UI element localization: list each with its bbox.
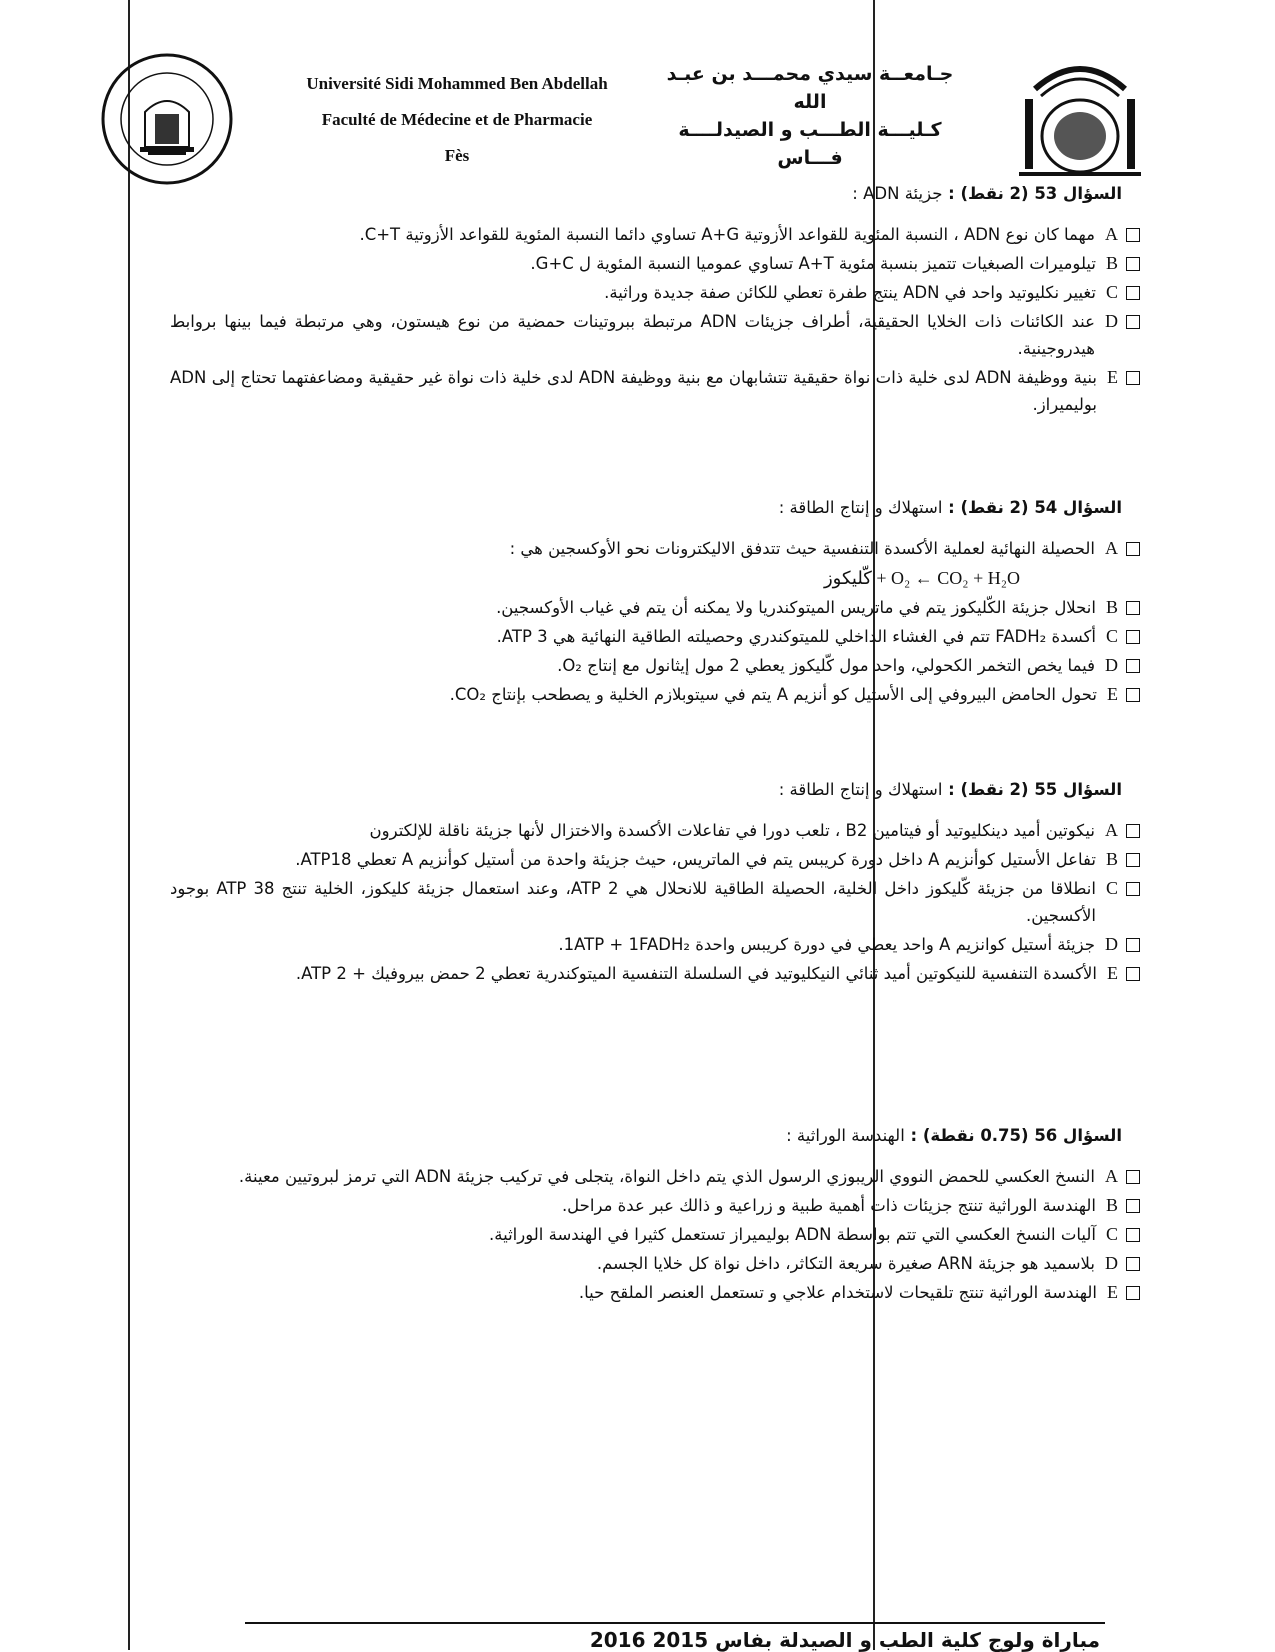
question-topic: جزيئة ADN : [852,184,943,203]
option-text: الهندسة الوراثية تنتج تلقيحات لاستخدام علاجي و تستعمل العنصر الملقح حيا. [578,1283,1097,1302]
checkbox[interactable] [1126,967,1140,981]
question-53 [170,184,1140,420]
question-number: السؤال 56 (0.75 نقطة) : [910,1126,1122,1145]
option-letter: E [1107,684,1118,704]
university-name-arabic: جـامعــة سيدي محمـــد بن عبـد الله [666,63,954,113]
question-56 [170,1126,1140,1308]
option-letter: D [1105,655,1118,675]
option-a[interactable] [170,221,1140,248]
option-c[interactable] [170,279,1140,306]
option-letter: B [1105,253,1118,273]
checkbox[interactable] [1126,228,1140,242]
option-letter: A [1105,1166,1118,1186]
university-name: Université Sidi Mohammed Ben Abdellah [306,74,608,93]
option-text: مهما كان نوع ADN ، النسبة المئوية للقواعد الأزوتية A+G تساوي دائما النسبة المئوية للقواعد الأزوتية C+T. [359,225,1095,244]
checkbox[interactable] [1126,601,1140,615]
option-letter: C [1105,1224,1118,1244]
option-text: انطلاقا من جزيئة كّليكوز داخل الخلية، الحصيلة الطاقية للانحلال هي ATP 2، وعند استعمال جزيئة كليكوز، الخلية تنتج ATP 38 بوجود الأكسجين. [170,879,1096,925]
checkbox[interactable] [1126,1170,1140,1184]
option-e[interactable] [170,364,1140,418]
option-c[interactable] [170,875,1140,929]
checkbox[interactable] [1126,824,1140,838]
checkbox[interactable] [1126,286,1140,300]
option-letter: C [1105,282,1118,302]
checkbox[interactable] [1126,315,1140,329]
footer-divider [245,1622,1105,1624]
option-text: آليات النسخ العكسي التي تتم بواسطة ADN بوليميراز تستعمل كثيرا في الهندسة الوراثية. [489,1225,1096,1244]
option-text: تحول الحامض البيروفي إلى الأستيل كو أنزيم A يتم في سيتوبلازم الخلية و يصطحب بإنتاج CO₂. [449,685,1097,704]
option-b[interactable] [170,1192,1140,1219]
question-title [170,498,1140,517]
question-topic: استهلاك و إنتاج الطاقة : [778,498,943,517]
checkbox[interactable] [1126,1199,1140,1213]
university-header-arabic [660,60,960,172]
option-text: بنية ووظيفة ADN لدى خلية ذات نواة حقيقية تتشابهان مع بنية ووظيفة ADN لدى خلية ذات نواة غير حقيقية ومضاعفتهما تحتاج إلى ADN بوليميراز. [170,368,1097,414]
option-text: تفاعل الأستيل كوأنزيم A داخل دورة كريبس يتم في الماتريس، حيث جزيئة واحدة من أستيل كوأنزيم A تعطي ATP18. [295,850,1096,869]
checkbox[interactable] [1126,853,1140,867]
university-header-latin [262,66,652,174]
option-a[interactable] [170,817,1140,844]
question-number: السؤال 53 (2 نقط) : [948,184,1122,203]
option-letter: D [1105,311,1118,331]
checkbox[interactable] [1126,659,1140,673]
question-number: السؤال 54 (2 نقط) : [948,498,1122,517]
option-text: نيكوتين أميد دينكليوتيد أو فيتامين B2 ، تلعب دورا في تفاعلات الأكسدة والاختزال لأنها جزيئة ناقلة للإلكترون [369,821,1095,840]
option-d[interactable] [170,652,1140,679]
option-letter: E [1107,367,1118,387]
scan-vertical-line-left [128,0,130,1650]
option-text: جزيئة أستيل كوانزيم A واحد يعطي في دورة كريبس واحدة 1ATP + 1FADH₂. [558,935,1095,954]
option-a[interactable] [170,1163,1140,1190]
university-emblem-logo [1005,44,1155,194]
option-b[interactable] [170,846,1140,873]
checkbox[interactable] [1126,257,1140,271]
question-55 [170,780,1140,989]
option-c[interactable] [170,1221,1140,1248]
question-title [170,1126,1140,1145]
checkbox[interactable] [1126,1257,1140,1271]
option-text: انحلال جزيئة الكّليكوز يتم في ماتريس الميتوكندريا ولا يمكنه أن يتم في غياب الأوكسجين. [496,598,1096,617]
faculty-name-arabic: كـليـــة الطـــب و الصيدلــــة [678,119,942,141]
question-title [170,184,1140,203]
option-letter: C [1105,626,1118,646]
option-text: الهندسة الوراثية تنتج جزيئات ذات أهمية طبية و زراعية و ذالك عبر عدة مراحل. [561,1196,1096,1215]
option-e[interactable] [170,1279,1140,1306]
option-a[interactable] [170,535,1140,562]
option-text: بلاسميد هو جزيئة ARN صغيرة سريعة التكاثر، داخل نواة كل خلايا الجسم. [596,1254,1095,1273]
option-letter: A [1105,820,1118,840]
option-letter: B [1105,597,1118,617]
option-text: تغيير نكليوتيد واحد في ADN ينتج طفرة تعطي للكائن صفة جديدة وراثية. [604,283,1096,302]
option-text: أكسدة FADH₂ تتم في الغشاء الداخلي للميتوكندري وحصيلته الطاقية النهائية هي ATP 3. [496,627,1096,646]
checkbox[interactable] [1126,630,1140,644]
option-letter: D [1105,934,1118,954]
city-name: Fès [444,146,470,165]
checkbox[interactable] [1126,688,1140,702]
option-e[interactable] [170,960,1140,987]
footer-exam-title: مباراة ولوج كلية الطب و الصيدلة بفاس 2015 2016 [589,1628,1100,1652]
checkbox[interactable] [1126,938,1140,952]
option-letter: D [1105,1253,1118,1273]
faculty-seal-logo [100,52,234,186]
option-text: الحصيلة النهائية لعملية الأكسدة التنفسية حيث تتدفق الاليكترونات نحو الأوكسجين هي : [509,539,1095,558]
checkbox[interactable] [1126,542,1140,556]
option-letter: B [1105,849,1118,869]
option-letter: B [1105,1195,1118,1215]
question-topic: الهندسة الوراثية : [786,1126,905,1145]
checkbox[interactable] [1126,1228,1140,1242]
question-54 [170,498,1140,710]
checkbox[interactable] [1126,371,1140,385]
option-b[interactable] [170,594,1140,621]
option-letter: E [1107,1282,1118,1302]
option-e[interactable] [170,681,1140,708]
option-d[interactable] [170,931,1140,958]
option-d[interactable] [170,1250,1140,1277]
option-d[interactable] [170,308,1140,362]
question-title [170,780,1140,799]
option-letter: E [1107,963,1118,983]
option-text: عند الكائنات ذات الخلايا الحقيقية، أطراف جزيئات ADN مرتبطة ببروتينات حمضية من نوع هيستون، وهي مرتبطة فيما بينها بروابط هيدروجينية. [170,312,1095,358]
city-name-arabic: فـــاس [777,147,843,169]
option-text: النسخ العكسي للحمض النووي الريبوزي الرسول الذي يتم داخل النواة، يتجلى في تركيب جزيئة ADN التي ترمز لبروتيين معينة. [238,1167,1095,1186]
question-number: السؤال 55 (2 نقط) : [948,780,1122,799]
option-b[interactable] [170,250,1140,277]
checkbox[interactable] [1126,882,1140,896]
option-text: الأكسدة التنفسية للنيكوتين أميد ثنائي النيكليوتيد في السلسلة التنفسية الميتوكندرية تعطي 2 حمض بيروفيك + 2 ATP. [295,964,1097,983]
question-topic: استهلاك و إنتاج الطاقة : [778,780,943,799]
option-text: فيما يخص التخمر الكحولي، واحد مول كّليكوز يعطي 2 مول إيثانول مع إنتاج O₂. [557,656,1095,675]
option-letter: A [1105,538,1118,558]
option-letter: A [1105,224,1118,244]
option-c[interactable] [170,623,1140,650]
reaction-formula: كّليكوز + O₂ ← CO₂ + H₂O [823,568,1020,588]
option-text: تيلوميرات الصبغيات تتميز بنسبة مئوية A+T تساوي عموميا النسبة المئوية ل G+C. [530,254,1096,273]
faculty-name: Faculté de Médecine et de Pharmacie [321,110,593,129]
checkbox[interactable] [1126,1286,1140,1300]
option-letter: C [1105,878,1118,898]
